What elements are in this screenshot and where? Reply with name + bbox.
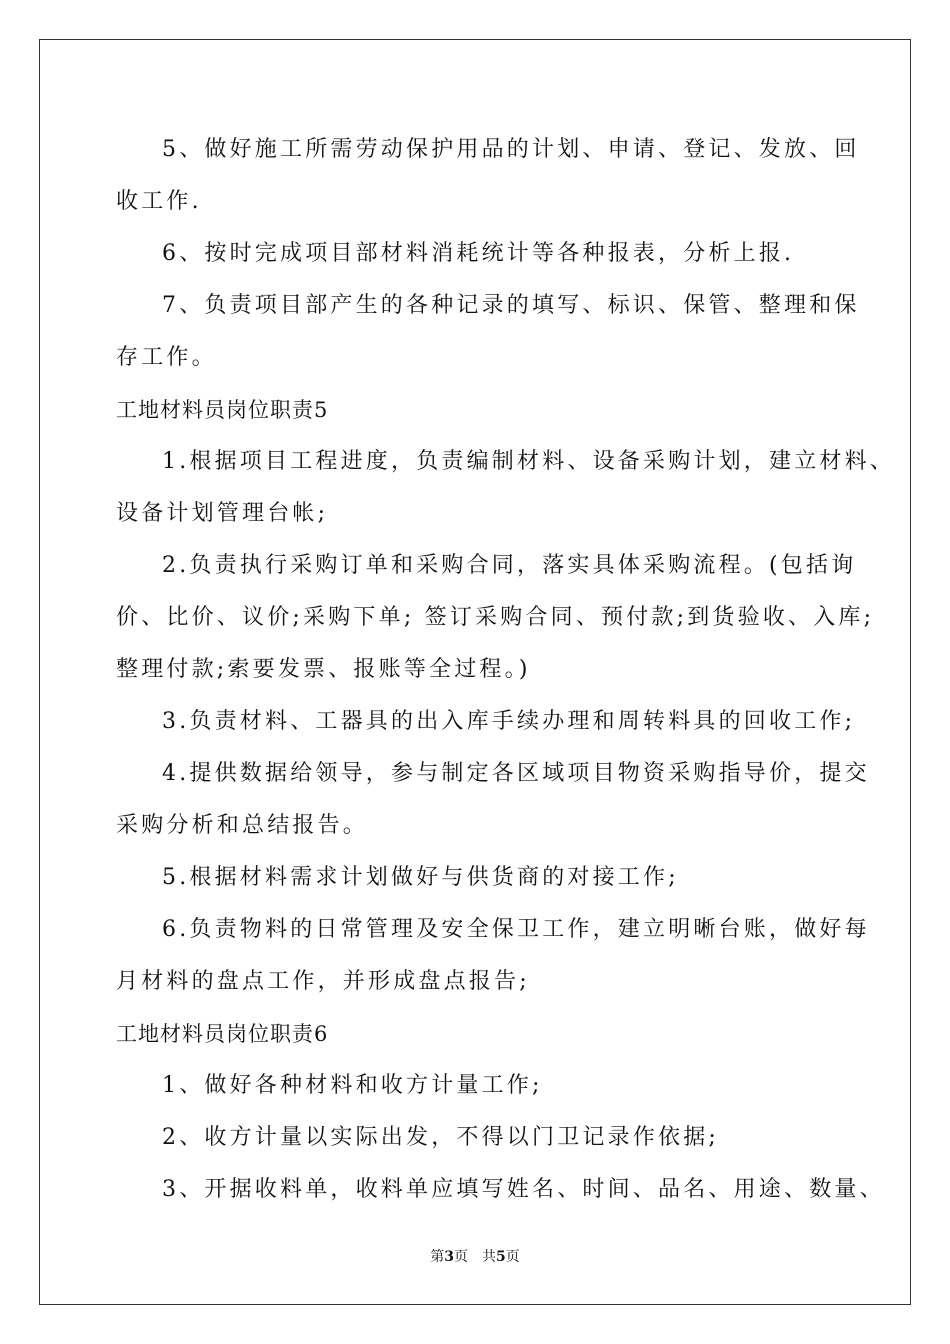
page-prefix: 第	[430, 1249, 445, 1265]
paragraph-line: 采购分析和总结报告。	[116, 813, 369, 838]
total-page-count: 5	[496, 1249, 506, 1265]
paragraph-line: 收工作.	[116, 189, 202, 214]
paragraph-line: 整理付款;索要发票、报账等全过程。)	[116, 657, 531, 682]
paragraph-line: 5.根据材料需求计划做好与供货商的对接工作;	[162, 865, 679, 890]
total-suffix: 页	[505, 1249, 520, 1265]
paragraph-line: 1.根据项目工程进度，负责编制材料、设备采购计划，建立材料、	[162, 449, 895, 474]
paragraph-line: 月材料的盘点工作，并形成盘点报告;	[116, 969, 530, 994]
paragraph-line: 7、负责项目部产生的各种记录的填写、标识、保管、整理和保	[162, 293, 860, 318]
paragraph-line: 3.负责材料、工器具的出入库手续办理和周转料具的回收工作;	[162, 709, 856, 734]
paragraph-line: 5、做好施工所需劳动保护用品的计划、申请、登记、发放、回	[162, 137, 860, 162]
page-footer	[0, 1246, 950, 1266]
paragraph-line: 3、开据收料单，收料单应填写姓名、时间、品名、用途、数量、	[162, 1177, 885, 1202]
total-prefix: 共	[482, 1249, 496, 1265]
section-heading: 工地材料员岗位职责6	[116, 1022, 329, 1046]
page-suffix: 页	[454, 1249, 468, 1265]
paragraph-line: 2、收方计量以实际出发，不得以门卫记录作依据;	[162, 1125, 720, 1150]
section-heading: 工地材料员岗位职责5	[116, 398, 329, 422]
paragraph-line: 1、做好各种材料和收方计量工作;	[162, 1073, 543, 1098]
paragraph-line: 4.提供数据给领导，参与制定各区域项目物资采购指导价，提交	[162, 761, 870, 786]
document-body	[116, 124, 895, 1216]
paragraph-line: 存工作。	[116, 345, 217, 370]
current-page-number: 3	[444, 1249, 454, 1265]
paragraph-line: 6、按时完成项目部材料消耗统计等各种报表，分析上报.	[162, 241, 795, 266]
paragraph-line: 价、比价、议价;采购下单; 签订采购合同、预付款;到货验收、入库;	[116, 605, 875, 630]
paragraph-line: 设备计划管理台帐;	[116, 501, 329, 526]
paragraph-line: 6.负责物料的日常管理及安全保卫工作，建立明晰台账，做好每	[162, 917, 870, 942]
paragraph-line: 2.负责执行采购订单和采购合同，落实具体采购流程。(包括询	[162, 553, 857, 578]
